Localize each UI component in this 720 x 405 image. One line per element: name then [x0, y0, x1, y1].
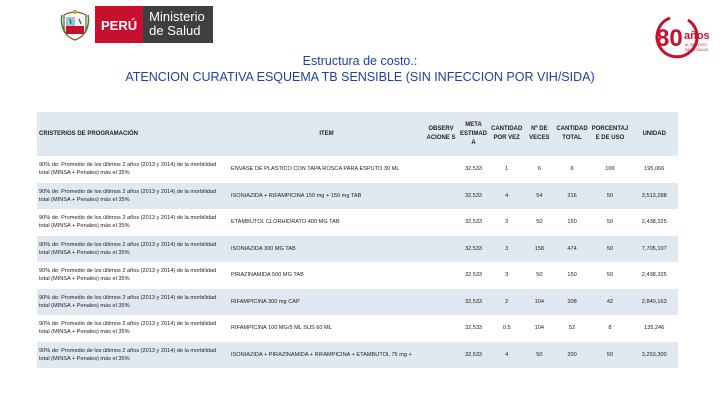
- cell-meta: 32,533: [464, 298, 483, 305]
- cell-unidad: 195,066: [644, 166, 665, 173]
- cell-criterio: 90% de: Promedio de los últimos 2 años (2013 y 2014) de la morbilidad total (MINSA + Penales) más el 35%: [39, 162, 217, 177]
- cell-cantidad-vez: 4: [505, 192, 509, 199]
- cell-criterio: 90% de: Promedio de los últimos 2 años (2013 y 2014) de la morbilidad total (MINSA + Penales) más el 35%: [39, 241, 217, 256]
- cell-observaciones: [424, 289, 458, 316]
- cell-observaciones: [424, 156, 458, 183]
- table-row: [37, 342, 678, 369]
- cell-unidad: 3,253,300: [641, 351, 667, 358]
- cell-observaciones: [424, 315, 458, 342]
- cell-unidad: 2,438,325: [641, 272, 667, 279]
- cell-item: RIFAMPICINA 100 MG/5 ML SUS 60 ML: [231, 325, 332, 332]
- cell-n-veces: 54: [536, 192, 543, 199]
- cell-meta: 32,533: [464, 272, 483, 279]
- brand-ministry-line1: Ministerio: [149, 9, 205, 24]
- cell-cantidad-vez: 2: [505, 298, 509, 305]
- cell-criterio: 90% de: Promedio de los últimos 2 años (2013 y 2014) de la morbilidad total (MINSA + Penales) más el 35%: [39, 268, 217, 283]
- cell-n-veces: 50: [536, 351, 543, 358]
- cell-meta: 32,533: [464, 166, 483, 173]
- cell-unidad: 2,438,325: [641, 219, 667, 226]
- cell-cantidad-vez: 4: [505, 351, 509, 358]
- cell-n-veces: 6: [537, 166, 541, 173]
- cell-cantidad-total: 150: [567, 272, 577, 279]
- cell-cantidad-total: 150: [567, 219, 577, 226]
- cell-cantidad-total: 6: [570, 166, 574, 173]
- col-header-observaciones: OBSERV ACIONE S: [426, 126, 456, 141]
- cell-porcentaje: 42: [606, 298, 614, 305]
- cell-criterio: 90% de: Promedio de los últimos 2 años (2013 y 2014) de la morbilidad total (MINSA + Penales) más el 35%: [39, 321, 217, 336]
- cell-criterio: 90% de: Promedio de los últimos 2 años (2013 y 2014) de la morbilidad total (MINSA + Penales) más el 35%: [39, 294, 217, 309]
- brand-ministry-line2: de Salud: [149, 23, 201, 38]
- anniversary-tagline1: AL SERVICIO: [685, 43, 707, 47]
- table-row: [37, 156, 678, 183]
- page-title: Estructura de costo.:: [302, 54, 418, 68]
- cell-cantidad-vez: 3: [505, 245, 509, 252]
- anniversary-number: 80: [656, 25, 683, 52]
- cell-unidad: 3,513,288: [641, 192, 667, 199]
- cell-n-veces: 50: [536, 219, 543, 226]
- table-row: [37, 315, 678, 342]
- cell-porcentaje: 50: [606, 351, 614, 358]
- page-subtitle: ATENCION CURATIVA ESQUEMA TB SENSIBLE (SIN INFECCION POR VIH/SIDA): [125, 70, 595, 84]
- cell-unidad: 2,840,163: [641, 298, 667, 305]
- cell-n-veces: 158: [534, 245, 545, 252]
- col-header-meta: META ESTIMAD A: [460, 121, 487, 146]
- cell-item: ISONIAZIDA + PIRAZINAMIDA + RIFAMPICINA + ETAMBUTOL 75 mg +: [231, 351, 412, 358]
- cell-unidad: 135,246: [644, 325, 665, 332]
- cost-structure-table: [37, 112, 678, 368]
- coat-of-arms-icon: [60, 9, 90, 41]
- cell-porcentaje: 50: [606, 272, 614, 279]
- cell-cantidad-vez: 1: [505, 166, 509, 173]
- cell-criterio: 90% de: Promedio de los últimos 2 años (2013 y 2014) de la morbilidad total (MINSA + Penales) más el 35%: [39, 215, 217, 230]
- cell-porcentaje: 50: [606, 245, 614, 252]
- cell-n-veces: 104: [534, 325, 545, 332]
- cell-item: ENVASE DE PLASTICO CON TAPA ROSCA PARA ESPUTO 30 ML: [231, 166, 400, 173]
- cell-item: ISONIAZIDA 300 MG TAB: [231, 245, 296, 252]
- cell-cantidad-total: 52: [568, 325, 576, 332]
- cell-item: ETAMBUTOL CLORHIDRATO 400 MG TAB: [231, 219, 340, 226]
- minsa-logo: [60, 6, 213, 43]
- cell-meta: 32,533: [464, 245, 483, 252]
- cell-observaciones: [424, 183, 458, 210]
- cell-cantidad-total: 216: [567, 192, 577, 199]
- cell-n-veces: 50: [536, 272, 543, 279]
- anniversary-word: años: [684, 30, 710, 42]
- cell-meta: 32,533: [464, 325, 483, 332]
- anniversary-tagline2: DE TU SALUD: [685, 48, 709, 52]
- cell-cantidad-total: 208: [567, 298, 577, 305]
- cell-criterio: 90% de: Promedio de los últimos 2 años (2013 y 2014) de la morbilidad total (MINSA + Penales) más el 35%: [39, 347, 217, 362]
- cell-meta: 32,533: [464, 351, 483, 358]
- table-row: [37, 262, 678, 289]
- cell-cantidad-vez: 3: [505, 272, 509, 279]
- table-row: [37, 209, 678, 236]
- cell-porcentaje: 50: [606, 219, 614, 226]
- col-header-cantidad-total: CANTIDAD TOTAL: [556, 126, 588, 141]
- col-header-n-veces: Nº DE VECES: [529, 126, 550, 141]
- cell-cantidad-total: 200: [567, 351, 577, 358]
- cell-meta: 32,533: [464, 219, 483, 226]
- cell-cantidad-total: 474: [567, 245, 577, 252]
- table-row: [37, 236, 678, 263]
- cell-item: PIRAZINAMIDA 500 MG TAB: [231, 272, 304, 279]
- col-header-cantidad-vez: CANTIDAD POR VEZ: [491, 126, 523, 141]
- cell-meta: 32,533: [464, 192, 483, 199]
- cell-item: RIFAMPICINA 300 mg CAP: [231, 298, 300, 305]
- col-header-item: ITEM: [319, 131, 334, 137]
- table-row: [37, 289, 678, 316]
- col-header-unidad: UNIDAD: [642, 130, 666, 137]
- brand-country: PERÚ: [95, 6, 143, 43]
- cell-porcentaje: 100: [605, 166, 615, 173]
- cell-porcentaje: 50: [606, 192, 614, 199]
- cell-porcentaje: 8: [608, 325, 612, 332]
- table-row: [37, 183, 678, 210]
- cell-n-veces: 104: [534, 298, 545, 305]
- table-header-row: [37, 112, 678, 156]
- col-header-criterios: CRISTERIOS DE PROGRAMACIÓN: [39, 131, 139, 137]
- brand-ministry: [143, 6, 213, 43]
- cell-observaciones: [424, 342, 458, 369]
- cell-item: ISONIAZIDA + RIFAMPICINA 150 mg + 150 mg TAB: [231, 192, 362, 199]
- cell-observaciones: [424, 236, 458, 263]
- cell-observaciones: [424, 262, 458, 289]
- cell-observaciones: [424, 209, 458, 236]
- cell-criterio: 90% de: Promedio de los últimos 2 años (2013 y 2014) de la morbilidad total (MINSA + Penales) más el 35%: [39, 188, 217, 203]
- cell-cantidad-vez: 0.5: [502, 325, 511, 332]
- col-header-porcentaje: PORCENTAJ E DE USO: [591, 126, 629, 141]
- cell-unidad: 7,705,107: [641, 245, 667, 252]
- cell-cantidad-vez: 3: [505, 219, 509, 226]
